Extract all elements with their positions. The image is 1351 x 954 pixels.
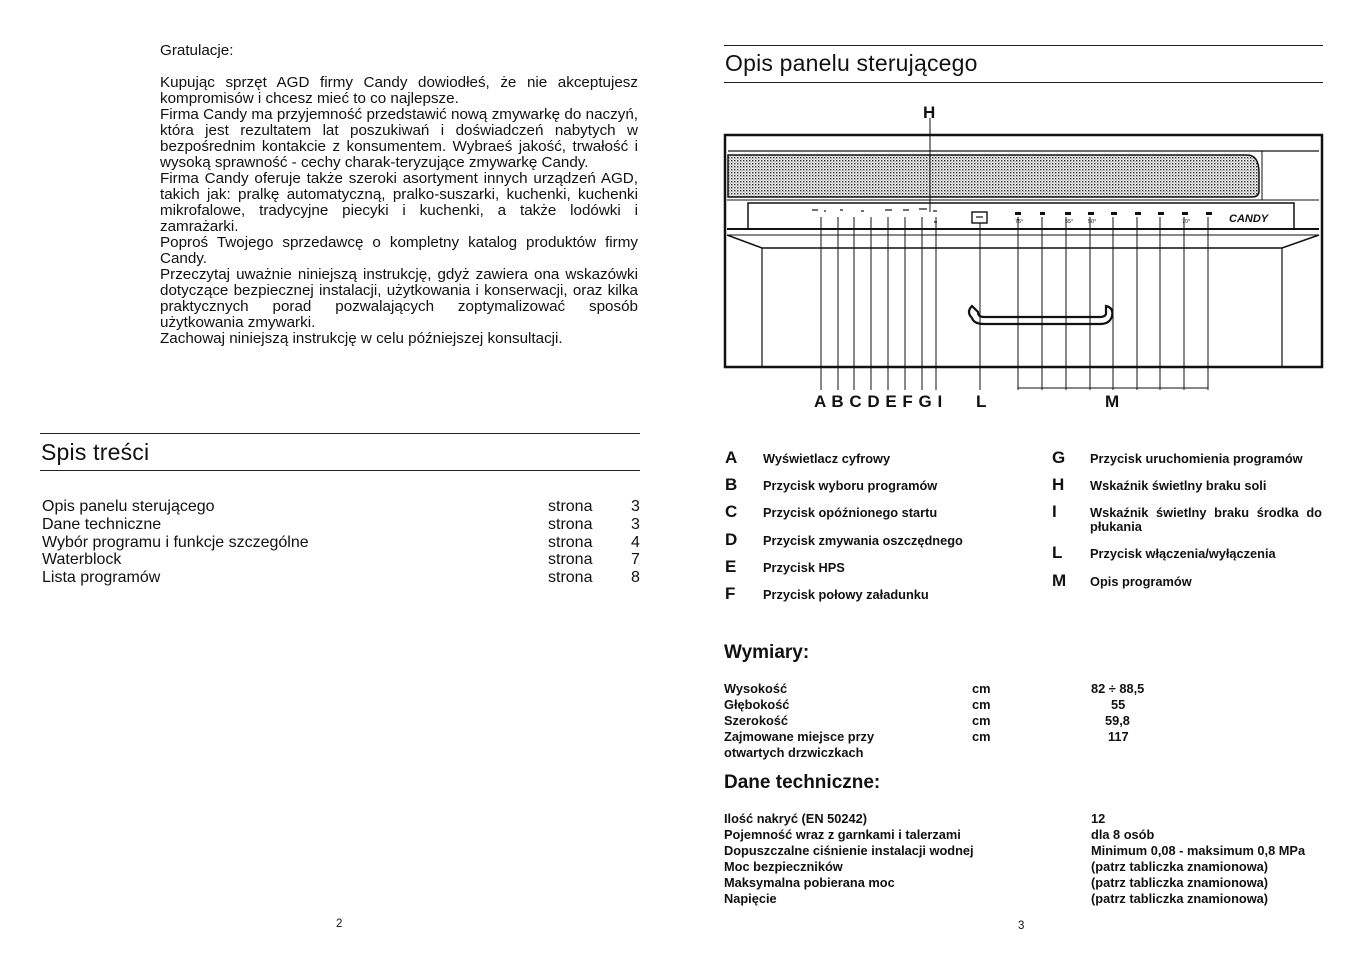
dimensions-heading: Wymiary: — [724, 642, 810, 663]
intro-text — [160, 43, 638, 347]
legend-item — [1052, 477, 1322, 493]
legend-item — [725, 532, 1025, 548]
toc-heading: Spis treści — [41, 439, 150, 465]
callout-h: H — [923, 103, 936, 122]
legend-item — [1052, 545, 1322, 561]
page-number-left: 2 — [336, 918, 343, 930]
table-of-contents — [42, 498, 640, 587]
tech-value: (patrz tabliczka znamionowa) — [1091, 891, 1269, 906]
top-panel-texture — [728, 155, 1259, 197]
toc-entry-page: 3 — [631, 515, 640, 533]
control-panel-diagram — [722, 118, 1327, 390]
intro-paragraph: Kupując sprzęt AGD firmy Candy dowiodłeś, że nie akceptujesz kompromisów i chcesz mieć to co najlepsze. — [160, 74, 638, 107]
legend-item — [725, 504, 1025, 520]
legend-item — [725, 586, 1025, 602]
legend-key: L — [1052, 543, 1063, 562]
legend-key: D — [725, 530, 738, 549]
legend-text: Opis programów — [1090, 574, 1192, 589]
panel-heading: Opis panelu sterującego — [725, 50, 978, 76]
legend-item — [725, 477, 1025, 493]
toc-entry-page: 3 — [631, 498, 640, 515]
legend-key: E — [725, 557, 737, 576]
legend-key: B — [725, 475, 738, 494]
legend-key: F — [725, 584, 736, 603]
toc-entry-title: Lista programów — [42, 569, 161, 587]
dimension-value: 117 — [1108, 729, 1129, 744]
toc-entry-word: strona — [548, 498, 593, 515]
tech-value: (patrz tabliczka znamionowa) — [1091, 875, 1269, 890]
toc-entry-word: strona — [548, 533, 593, 551]
toc-bottom-rule — [40, 470, 640, 471]
toc-entry-word: strona — [548, 515, 593, 533]
toc-top-rule — [40, 433, 640, 434]
legend-key: M — [1052, 571, 1067, 590]
legend-text: Przycisk HPS — [763, 560, 845, 575]
legend-key: G — [1052, 448, 1066, 467]
toc-row[interactable] — [42, 569, 640, 587]
toc-row[interactable] — [42, 516, 640, 534]
legend-text: Przycisk wyboru programów — [763, 478, 938, 493]
tech-heading: Dane techniczne: — [724, 772, 881, 793]
toc-entry-title: Waterblock — [42, 551, 122, 569]
legend-text: Przycisk włączenia/wyłączenia — [1090, 546, 1276, 561]
tech-label: Napięcie — [724, 891, 777, 906]
legend-text: Przycisk opóźnionego startu — [763, 505, 938, 520]
toc-entry-word: strona — [548, 569, 593, 587]
dimension-value: 59,8 — [1105, 713, 1130, 728]
dimension-label: Szerokość — [724, 713, 789, 728]
dimension-unit: cm — [972, 697, 991, 712]
toc-row[interactable] — [42, 534, 640, 552]
toc-entry-word: strona — [548, 551, 593, 569]
callout-abcdefgi: A B C D E F G I — [814, 392, 943, 411]
toc-entry-title: Dane techniczne — [42, 515, 162, 533]
toc-row[interactable] — [42, 551, 640, 569]
dimension-value: 82 ÷ 88,5 — [1091, 681, 1145, 696]
legend-item — [1052, 450, 1322, 466]
tech-value: Minimum 0,08 - maksimum 0,8 MPa — [1091, 843, 1306, 858]
program-label: 55° — [1065, 219, 1074, 225]
legend-key: A — [725, 448, 738, 467]
legend-item — [1052, 573, 1322, 589]
legend-text: Przycisk uruchomienia programów — [1090, 451, 1303, 466]
legend-text: Wskaźnik świetlny braku soli — [1090, 478, 1267, 493]
legend-text: Przycisk zmywania oszczędnego — [763, 533, 963, 548]
panel-bottom-rule — [724, 82, 1323, 83]
legend-item — [725, 450, 1025, 466]
tech-label: Ilość nakryć (EN 50242) — [724, 811, 867, 826]
toc-entry-page: 7 — [631, 551, 640, 569]
callout-m: M — [1105, 392, 1120, 411]
dimension-unit: cm — [972, 681, 991, 696]
legend-item — [1052, 504, 1322, 534]
callout-l: L — [976, 392, 987, 411]
tech-label: Maksymalna pobierana moc — [724, 875, 895, 890]
legend-text: Przycisk połowy załadunku — [763, 587, 929, 602]
program-label: 50° — [1088, 219, 1097, 225]
intro-paragraph: Poproś Twojego sprzedawcę o kompletny katalog produktów firmy Candy. — [160, 234, 638, 267]
intro-paragraph: Zachowaj niniejszą instrukcję w celu późniejszej konsultacji. — [160, 330, 563, 347]
dimension-label: Zajmowane miejsce przy otwartych drzwiczkach — [724, 729, 875, 760]
intro-paragraph: Firma Candy oferuje także szeroki asortyment innych urządzeń AGD, takich jak: pralkę automatyczną, pralko-suszarki, kuchenki, kuchenki mikrofalowe, tradycyjne piecyki i kuchenki, a także lodówki i zamrażarki. — [160, 170, 638, 235]
tech-label: Pojemność wraz z garnkami i talerzami — [724, 827, 961, 842]
tech-label: Moc bezpieczników — [724, 859, 843, 874]
toc-entry-page: 4 — [631, 533, 640, 551]
legend-text: Wskaźnik świetlny braku środka do płukania — [1090, 505, 1322, 534]
intro-paragraph: Firma Candy ma przyjemność przedstawić nową zmywarkę do naczyń, która jest rezultatem lat poszukiwań i doświadczeń nabytych w bezpośrednim kontakcie z konsumentem. Wybraeś jakość, trwałość i wysoką sprawność - cechy charak-teryzujące zmywarkę Candy. — [160, 106, 638, 171]
toc-row[interactable] — [42, 498, 640, 516]
program-label: 75° — [1015, 219, 1024, 225]
legend-key: I — [1052, 502, 1057, 521]
toc-entry-title: Opis panelu sterującego — [42, 498, 215, 515]
panel-top-rule — [724, 45, 1323, 46]
toc-entry-title: Wybór programu i funkcje szczególne — [42, 533, 309, 551]
tech-value: (patrz tabliczka znamionowa) — [1091, 859, 1269, 874]
tech-value: 12 — [1091, 811, 1106, 826]
greeting: Gratulacje: — [160, 42, 234, 59]
dimension-label: Wysokość — [724, 681, 788, 696]
dimension-label: Głębokość — [724, 697, 790, 712]
dimension-unit: cm — [972, 729, 991, 744]
legend-item — [725, 559, 1025, 575]
dimension-unit: cm — [972, 713, 991, 728]
control-strip — [748, 203, 1294, 229]
legend-text: Wyświetlacz cyfrowy — [763, 451, 891, 466]
tech-value: dla 8 osób — [1091, 827, 1155, 842]
program-label: 70° — [1182, 219, 1191, 225]
toc-entry-page: 8 — [631, 569, 640, 587]
legend-key: C — [725, 502, 738, 521]
page-number-right: 3 — [1018, 920, 1025, 932]
tech-label: Dopuszczalne ciśnienie instalacji wodnej — [724, 843, 974, 858]
intro-paragraph: Przeczytaj uważnie niniejszą instrukcję, gdyż zawiera ona wskazówki dotyczące bezpiecznej instalacji, użytkowania i konserwacji, oraz kilka praktycznych porad pozwalających zoptymalizować sposób użytkowania zmywarki. — [160, 266, 638, 331]
dimension-value: 55 — [1111, 697, 1126, 712]
candy-logo: CANDY — [1229, 213, 1269, 225]
legend-key: H — [1052, 475, 1065, 494]
